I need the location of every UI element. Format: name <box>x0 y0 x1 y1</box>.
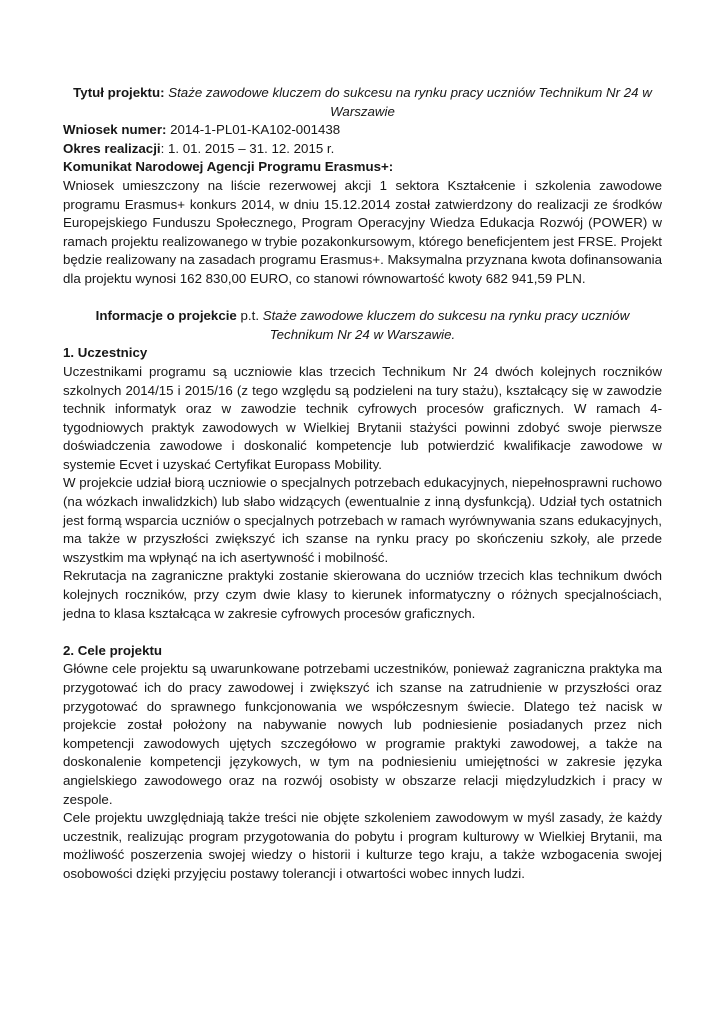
section-heading-participants: 1. Uczestnicy <box>63 345 148 361</box>
section-heading-goals: 2. Cele projektu <box>63 642 163 658</box>
agency-note-heading: Komunikat Narodowej Agencji Programu Erasmus+: <box>63 159 394 175</box>
application-number-line <box>63 121 662 140</box>
project-info-line <box>63 307 662 344</box>
realization-period-value: : 1. 01. 2015 – 31. 12. 2015 r. <box>160 140 335 156</box>
goals-paragraph-1: Główne cele projektu są uwarunkowane potrzebami uczestników, ponieważ zagraniczna praktyka ma przygotować ich do pracy zawodowej i zwiększyć ich szanse na zatrudnienie w przyszłości oraz przygotować do sprawnego funkcjonowania we współczesnym świecie. Dlatego też nacisk w projekcie został położony na nabywanie nowych lub podniesienie posiadanych przez nich kompetencji zawodowych ujętych szczegółowo w programie praktyki zawodowej, a także na doskonalenie kompetencji językowych, w tym na podniesieniu umiejętności w zakresie języka angielskiego zawodowego oraz na rozwój osobisty w obszarze relacji międzyludzkich i pracy w zespole. <box>63 661 662 807</box>
participants-paragraph-2: W projekcie udział biorą uczniowie o specjalnych potrzebach edukacyjnych, niepełnosprawni ruchowo (na wózkach inwalidzkich) lub słabo widzących (ewentualnie z inną dysfunkcją). Udział tych ostatnich jest formą wsparcia uczniów o specjalnych potrzebach w ramach wyrównywania szans edukacyjnych, ma także w przyszłości zwiększyć ich szanse na rynku pracy po skończeniu szkoły, ale przede wszystkim ma wpłynąć na ich asertywność i mobilność. <box>63 475 662 565</box>
participants-paragraph-3: Rekrutacja na zagraniczne praktyki zostanie skierowana do uczniów trzecich klas technikum dwóch kolejnych roczników, przy czym dwie klasy to kierunek informatyczny o różnych specjalnościach, jedna to klasa kształcąca w zakresie cyfrowych procesów graficznych. <box>63 568 662 621</box>
goals-paragraph-2: Cele projektu uwzględniają także treści nie objęte szkoleniem zawodowym w myśl zasady, że każdy uczestnik, realizując program przygotowania do pobytu i program kulturowy w Wielkiej Brytanii, ma możliwość poszerzenia swojej wiedzy o historii i kulturze tego kraju, a także wzbogacenia swojej osobowości dzięki przyjęciu postawy tolerancji i otwartości wobec innych ludzi. <box>63 810 662 881</box>
blank-line <box>63 623 662 642</box>
realization-period-line <box>63 140 662 159</box>
project-info-label: Informacje o projekcie <box>95 308 237 324</box>
participants-paragraph-1: Uczestnikami programu są uczniowie klas trzecich Technikum Nr 24 dwóch kolejnych roczników szkolnych 2014/15 i 2015/16 (z tego względu są podzieleni na tury stażu), kształcący się w zawodzie technik informatyk oraz w zawodzie technik cyfrowych procesów graficznych. W ramach 4- tygodniowych praktyk zawodowych w Wielkiej Brytanii stażyści powinni zdobyć swoje pierwsze doświadczenia zawodowe i doskonalić kompetencje lub potwierdzić kwalifikacje zawodowe w systemie Ecvet i uzyskać Certyfikat Europass Mobility. <box>63 363 662 472</box>
application-number-label: Wniosek numer: <box>63 122 167 138</box>
agency-note-paragraph: Wniosek umieszczony na liście rezerwowej akcji 1 sektora Kształcenie i szkolenia zawodowe programu Erasmus+ konkurs 2014, w dniu 15.12.2014 został zatwierdzony do realizacji ze środków Europejskiego Funduszu Społecznego, Program Operacyjny Wiedza Edukacja Rozwój (POWER) w ramach projektu realizowanego w trybie pozakonkursowym, którego beneficjentem jest FRSE. Projekt będzie realizowany na zasadach programu Erasmus+. Maksymalna przyznana kwota dofinansowania dla projektu wynosi 162 830,00 EURO, co stanowi równowartość kwoty 682 941,59 PLN. <box>63 177 662 286</box>
project-info-text: Staże zawodowe kluczem do sukcesu na rynku pracy uczniów Technikum Nr 24 w Warszawie. <box>262 308 630 342</box>
project-title-text: Staże zawodowe kluczem do sukcesu na rynku pracy uczniów Technikum Nr 24 w Warszawie <box>168 85 652 119</box>
application-number-value: 2014-1-PL01-KA102-001438 <box>170 122 341 138</box>
project-title-label: Tytuł projektu: <box>73 85 165 100</box>
project-info-connector: p.t. <box>240 308 260 324</box>
realization-period-label: Okres realizacji <box>63 140 161 156</box>
blank-line <box>63 289 662 308</box>
project-title-line <box>63 84 662 121</box>
